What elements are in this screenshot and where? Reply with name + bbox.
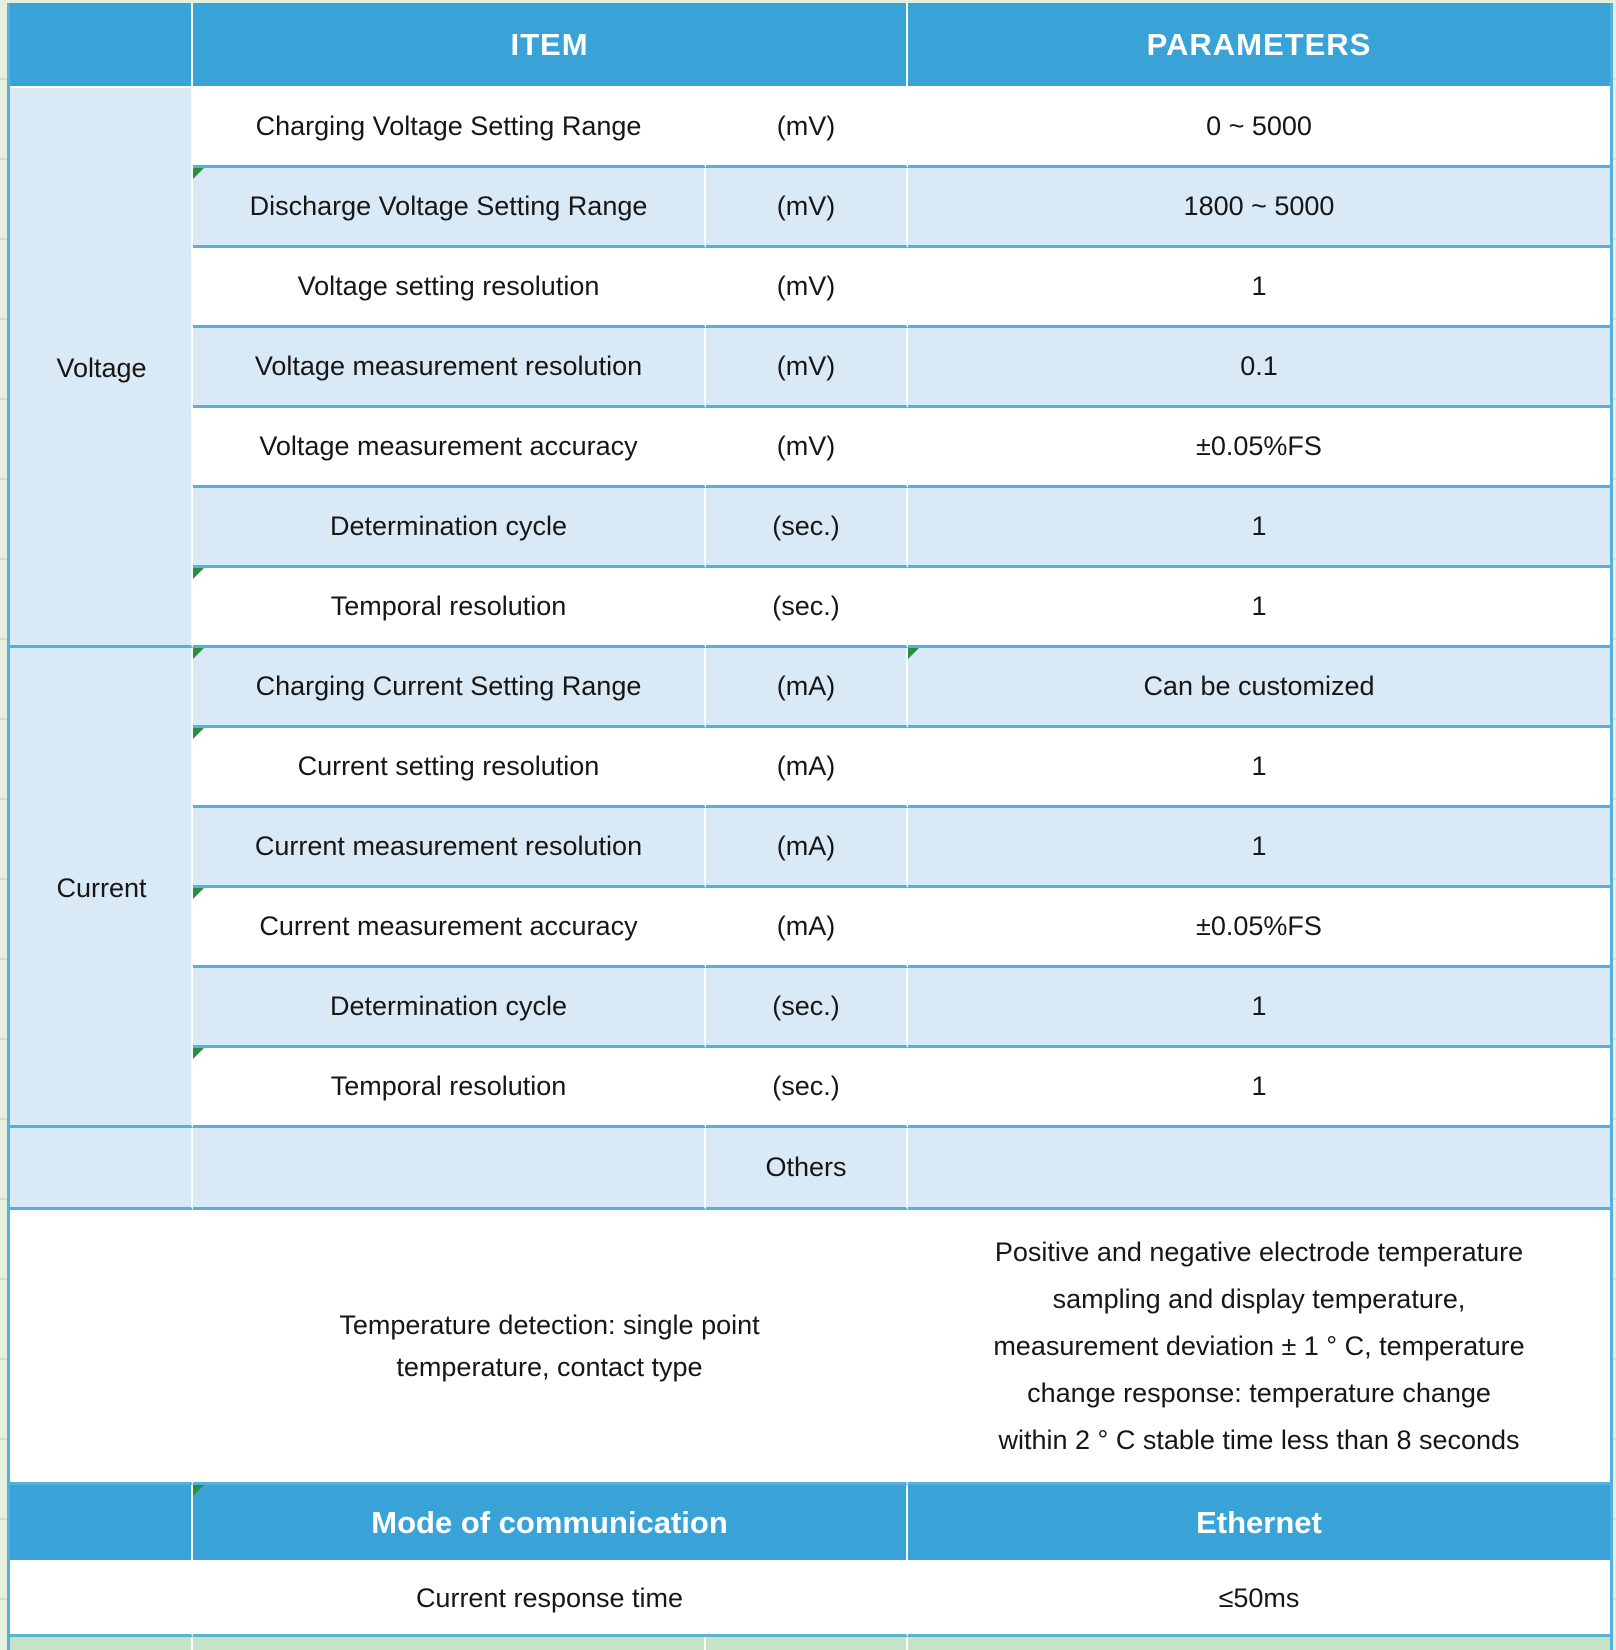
table-header-row [10,3,1610,88]
parameter-cell-text: 1 [1251,511,1267,541]
unit-cell-text: (sec.) [772,1071,840,1101]
spec-row [10,888,1610,968]
category-cell [10,1128,193,1210]
item-cell [193,328,706,408]
item-cell [193,888,706,968]
temperature-param-line: Positive and negative electrode temperature [994,1236,1524,1267]
unit-cell [706,888,908,968]
ethernet-cell: Ethernet [908,1485,1610,1562]
unit-cell [706,728,908,808]
unit-cell-text: (sec.) [772,511,840,541]
unit-cell [706,408,908,488]
unit-cell-text: (mA) [776,671,836,701]
category-cell [10,888,193,968]
temperature-item-line: temperature, contact type [396,1352,703,1382]
parameter-cell [908,328,1610,408]
item-cell-text: Charging Voltage Setting Range [255,111,642,141]
item-cell-text: Determination cycle [329,511,568,541]
parameter-cell-text: ±0.05%FS [1196,431,1322,461]
item-cell-text: Temporal resolution [330,591,567,621]
item-cell [193,808,706,888]
empty-cell [193,1637,706,1650]
parameter-cell-text: 1 [1251,991,1267,1021]
category-cell [10,648,193,728]
item-cell [193,728,706,808]
unit-cell [706,248,908,328]
parameter-cell-text: 1 [1251,751,1267,781]
item-cell [193,408,706,488]
parameter-cell-text: 0 ~ 5000 [1206,111,1312,141]
response-time-row [10,1562,1610,1637]
category-cell [10,568,193,648]
error-indicator-triangle-icon [193,648,204,659]
header-item-cell: ITEM [193,3,908,88]
unit-cell [706,328,908,408]
item-cell-text: Charging Current Setting Range [255,671,642,701]
parameter-cell-text: 1 [1251,831,1267,861]
spec-row [10,328,1610,408]
header-corner-cell [10,3,193,88]
category-cell [10,88,193,168]
item-cell [193,168,706,248]
category-label-current: Current [56,872,147,903]
spec-row [10,248,1610,328]
item-cell [193,488,706,568]
spec-row [10,1048,1610,1128]
category-cell [10,248,193,328]
error-indicator-triangle-icon [908,648,919,659]
unit-cell-text: (mV) [776,271,836,301]
unit-cell-text: (sec.) [772,591,840,621]
parameter-cell-text: 1 [1251,271,1267,301]
spec-table [7,3,1613,1650]
error-indicator-triangle-icon [193,568,204,579]
temperature-parameter-cell [908,1210,1610,1485]
parameter-cell [908,808,1610,888]
item-cell [193,88,706,168]
item-cell-text: Voltage setting resolution [297,271,600,301]
unit-cell [706,808,908,888]
category-cell [10,1048,193,1128]
category-cell [10,1210,193,1485]
unit-cell [706,568,908,648]
category-label-voltage: Voltage [56,352,147,383]
parameter-cell [908,888,1610,968]
spec-row [10,808,1610,888]
parameter-cell-text: Can be customized [1143,671,1375,701]
spec-row [10,968,1610,1048]
partial-bottom-row [10,1637,1610,1650]
item-cell-text: Voltage measurement accuracy [259,431,638,461]
empty-cell [706,1637,908,1650]
parameter-cell [908,168,1610,248]
temperature-param-line: change response: temperature change [1027,1377,1491,1408]
spec-row [10,408,1610,488]
category-cell [10,168,193,248]
unit-cell-text: (mV) [776,191,836,221]
category-cell [10,328,193,408]
others-section-row [10,1128,1610,1210]
temperature-param-line: within 2 ° C stable time less than 8 seconds [998,1424,1520,1455]
unit-cell-text: (mA) [776,831,836,861]
unit-cell-text: (sec.) [772,991,840,1021]
error-indicator-triangle-icon [193,168,204,179]
temperature-param-line: sampling and display temperature, [1052,1283,1466,1314]
category-cell [10,808,193,888]
spec-row [10,728,1610,808]
temperature-item-cell [193,1210,908,1485]
item-cell [193,248,706,328]
category-cell [10,1485,193,1562]
category-cell [10,408,193,488]
item-cell [193,568,706,648]
communication-mode-cell [193,1485,908,1562]
unit-cell [706,88,908,168]
item-cell-text: Temporal resolution [330,1071,567,1101]
parameter-cell-text: 1 [1251,591,1267,621]
item-cell-text: Discharge Voltage Setting Range [249,191,648,221]
category-cell [10,728,193,808]
spec-row [10,488,1610,568]
item-cell [193,968,706,1048]
category-cell [10,1562,193,1637]
item-cell-text: Determination cycle [329,991,568,1021]
communication-mode-label: Mode of communication [371,1504,728,1540]
error-indicator-triangle-icon [193,1485,204,1496]
unit-cell [706,968,908,1048]
temperature-param-line: measurement deviation ± 1 ° C, temperature [993,1330,1525,1361]
communication-header-row [10,1485,1610,1562]
parameter-cell-text: ±0.05%FS [1196,911,1322,941]
spec-row [10,648,1610,728]
temperature-row [10,1210,1610,1485]
parameter-cell [908,568,1610,648]
parameter-cell-text: 1800 ~ 5000 [1183,191,1335,221]
spec-row [10,168,1610,248]
category-cell [10,488,193,568]
unit-cell [706,488,908,568]
unit-cell-text: (mV) [776,351,836,381]
item-cell-text: Voltage measurement resolution [254,351,643,381]
parameter-cell [908,248,1610,328]
response-time-item-cell: Current response time [193,1562,908,1637]
unit-cell [706,1048,908,1128]
item-cell-text: Current measurement accuracy [259,911,638,941]
item-cell-text: Current measurement resolution [254,831,643,861]
unit-cell-text: (mA) [776,911,836,941]
unit-cell [706,168,908,248]
response-time-value-cell: ≤50ms [908,1562,1610,1637]
spec-row [10,88,1610,168]
parameter-cell [908,648,1610,728]
category-cell [10,968,193,1048]
header-parameters-cell: PARAMETERS [908,3,1610,88]
item-cell [193,1048,706,1128]
unit-cell-text: (mA) [776,751,836,781]
item-cell [193,648,706,728]
error-indicator-triangle-icon [193,1048,204,1059]
item-cell [193,1128,706,1210]
others-label-cell: Others [706,1128,908,1210]
error-indicator-triangle-icon [193,888,204,899]
unit-cell [706,648,908,728]
item-cell-text: Current setting resolution [297,751,600,781]
unit-cell-text: (mV) [776,111,836,141]
parameter-cell [908,488,1610,568]
parameter-cell-text: 0.1 [1240,351,1278,381]
temperature-item-line: Temperature detection: single point [339,1310,760,1340]
parameter-cell [908,968,1610,1048]
spec-row [10,568,1610,648]
unit-cell-text: (mV) [776,431,836,461]
empty-cell [908,1637,1610,1650]
error-indicator-triangle-icon [193,728,204,739]
parameter-cell [908,1048,1610,1128]
parameter-cell [908,88,1610,168]
parameter-cell [908,1128,1610,1210]
parameter-cell-text: 1 [1251,1071,1267,1101]
parameter-cell [908,728,1610,808]
parameter-cell [908,408,1610,488]
empty-cell [10,1637,193,1650]
